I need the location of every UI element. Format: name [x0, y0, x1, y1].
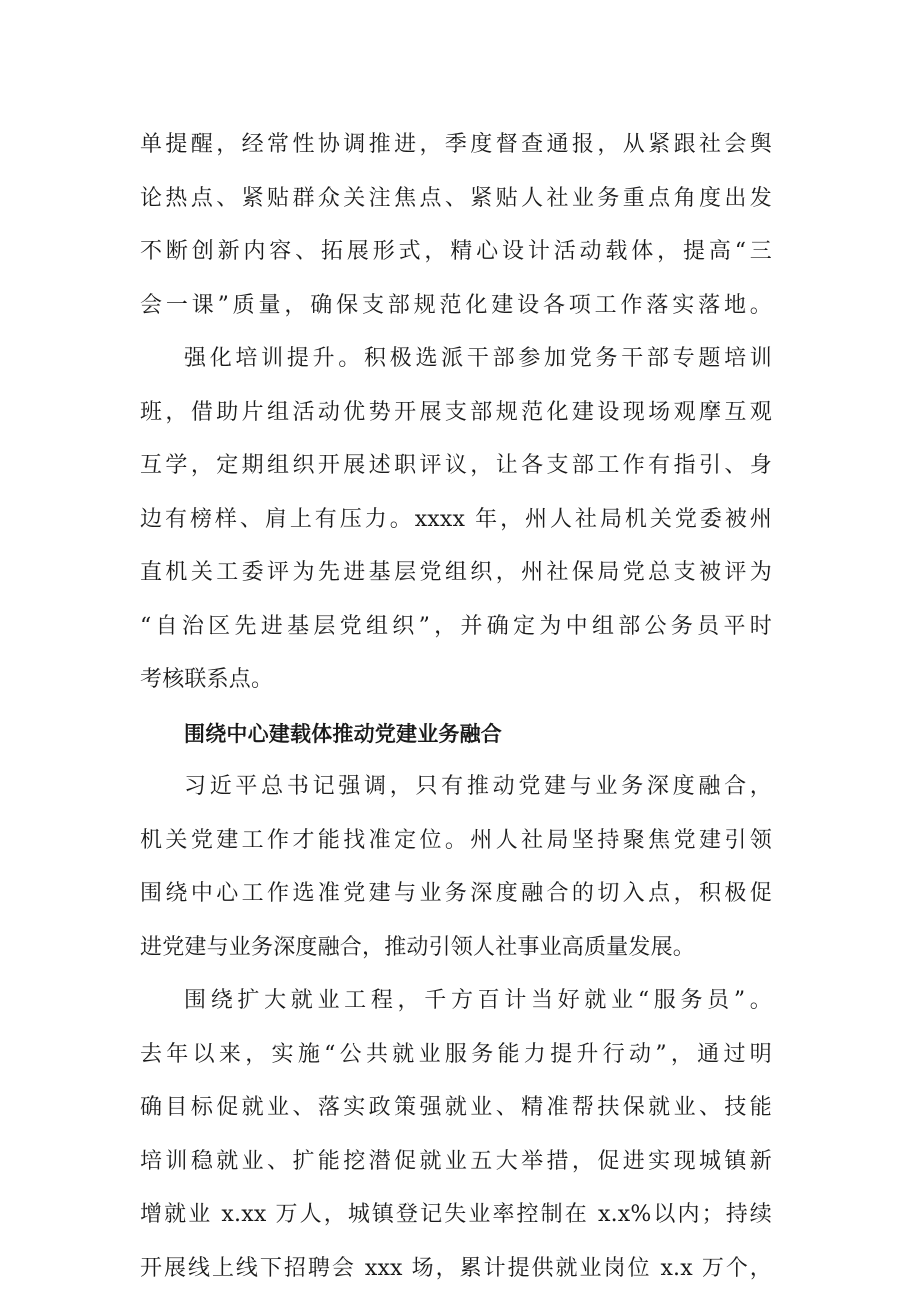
- text-line: 开展线上线下招聘会 xxx 场，累计提供就业岗位 x.x 万个，: [140, 1250, 772, 1303]
- text-line: 班，借助片组活动优势开展支部规范化建设现场观摩互观: [140, 394, 772, 448]
- text-line: 围绕中心工作选准党建与业务深度融合的切入点，积极促: [140, 875, 772, 929]
- text-line: 单提醒，经常性协调推进，季度督查通报，从紧跟社会舆: [140, 126, 772, 180]
- text-line: 增就业 x.xx 万人，城镇登记失业率控制在 x.x%以内；持续: [140, 1196, 772, 1250]
- text-line: 确目标促就业、落实政策强就业、精准帮扶保就业、技能: [140, 1089, 772, 1143]
- text-line: 不断创新内容、拓展形式，精心设计活动载体，提高“三: [140, 233, 772, 287]
- text-line: 培训稳就业、扩能挖潜促就业五大举措，促进实现城镇新: [140, 1143, 772, 1197]
- document-body: [140, 126, 772, 1303]
- text-line-last: 考核联系点。: [140, 661, 772, 715]
- paragraph-first-line: 强化培训提升。积极选派干部参加党务干部专题培训: [140, 340, 772, 394]
- text-line-last: 进党建与业务深度融合，推动引领人社事业高质量发展。: [140, 929, 772, 983]
- text-line: 去年以来，实施“公共就业服务能力提升行动”，通过明: [140, 1036, 772, 1090]
- text-line: “自治区先进基层党组织”，并确定为中组部公务员平时: [140, 608, 772, 662]
- text-line: 机关党建工作才能找准定位。州人社局坚持聚焦党建引领: [140, 822, 772, 876]
- text-line: 会一课”质量，确保支部规范化建设各项工作落实落地。: [140, 287, 772, 341]
- text-line: 边有榜样、肩上有压力。xxxx 年，州人社局机关党委被州: [140, 501, 772, 555]
- text-line: 论热点、紧贴群众关注焦点、紧贴人社业务重点角度出发: [140, 180, 772, 234]
- section-heading: 围绕中心建载体推动党建业务融合: [140, 715, 772, 769]
- text-line: 互学，定期组织开展述职评议，让各支部工作有指引、身: [140, 447, 772, 501]
- paragraph-first-line: 习近平总书记强调，只有推动党建与业务深度融合，: [140, 768, 772, 822]
- text-line: 直机关工委评为先进基层党组织，州社保局党总支被评为: [140, 554, 772, 608]
- paragraph-first-line: 围绕扩大就业工程，千方百计当好就业“服务员”。: [140, 982, 772, 1036]
